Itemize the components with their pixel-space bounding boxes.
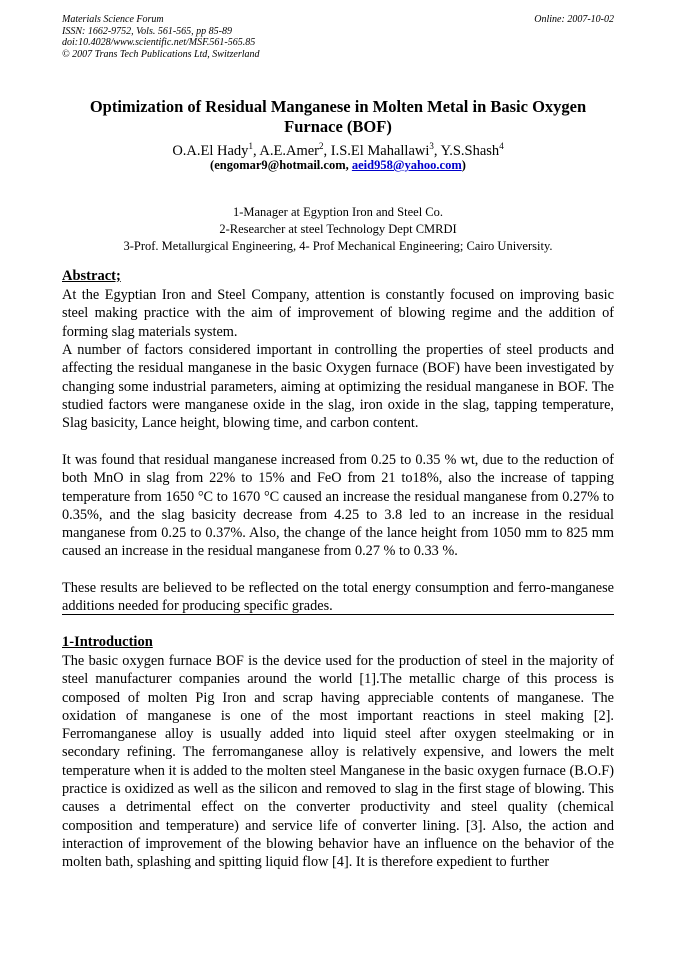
author-name: A.E.Amer xyxy=(259,142,319,159)
introduction-heading: 1-Introduction xyxy=(62,634,153,650)
abstract-paragraph: These results are believed to be reflected on the total energy consumption and ferro-manganese additions needed for producing specific grades. xyxy=(62,580,614,615)
affiliation-line: 1-Manager at Egyption Iron and Steel Co. xyxy=(232,205,444,219)
author-name: I.S.El Mahallawi xyxy=(330,142,430,159)
abstract-heading: Abstract; xyxy=(62,268,121,284)
journal-doi: doi:10.4028/www.scientific.net/MSF.561-565.85 xyxy=(62,37,256,48)
author-affil-mark: 2 xyxy=(318,141,324,151)
section-divider xyxy=(62,614,614,615)
abstract-paragraph: At the Egyptian Iron and Steel Company, attention is constantly focused on improving basic steel making practice with the aim of improvement of blowing regime and the addition of forming slag materials system. xyxy=(62,287,614,340)
journal-name: Materials Science Forum xyxy=(62,14,164,25)
author-name: Y.S.Shash xyxy=(440,142,500,159)
paper-title: Optimization of Residual Manganese in Molten Metal in Basic Oxygen Furnace (BOF) xyxy=(89,97,587,136)
contact-emails: (engomar9@hotmail.com, aeid958@yahoo.com) xyxy=(210,158,466,172)
abstract-paragraph: It was found that residual manganese increased from 0.25 to 0.35 % wt, due to the reduction of both MnO in slag from 22% to 15% and FeO from 21 to18%, also the increase of tapping temperature from 1650 °C to 1670 °C caused an increase the residual manganese from 0.27% to 0.35%, and the slag basicity decrease from 4.25 to 3.8 led to an increase in the residual manganese from 0.25 to 0.37%. Also, the change of the lance height from 1050 mm to 825 mm caused an increase in the residual manganese from 0.27 % to 0.33 %. xyxy=(62,452,614,560)
author-name: O.A.El Hady xyxy=(172,142,249,159)
affiliation-line: 3-Prof. Metallurgical Engineering, 4- Prof Mechanical Engineering; Cairo University. xyxy=(123,239,553,253)
author-affil-mark: 1 xyxy=(248,141,253,151)
abstract-paragraph: A number of factors considered important in controlling the properties of steel products and affecting the residual manganese in the basic Oxygen furnace (BOF) have been investigated by changing some industrial parameters, aiming at optimizing the residual manganese in BOF. The studied factors were manganese oxide in the slag, iron oxide in the slag, tapping temperature, Slag basicity, Lance height, blowing time, and carbon content. xyxy=(62,342,614,432)
author-affil-mark: 3 xyxy=(429,141,434,151)
journal-issn: ISSN: 1662-9752, Vols. 561-565, pp 85-89 xyxy=(62,25,232,37)
affiliations xyxy=(62,204,614,255)
journal-info xyxy=(62,14,260,60)
author-list: O.A.El Hady$^1$, A.E.Amer$^2$, I.S.El Mahallawi$^3$, Y.S.Shash$^4$ xyxy=(172,141,504,159)
author-affil-mark: 4 xyxy=(499,141,504,151)
email-text: engomar9@hotmail.com xyxy=(214,158,346,172)
introduction-paragraph: The basic oxygen furnace BOF is the device used for the production of steel in the majority of steel manufacturer companies around the world [1].The metallic charge of this process is composed of molten Pig Iron and scrap having appreciable contents of manganese. The oxidation of manganese is one of the most important reactions in steel making [2]. Ferromanganese alloy is usually added into liquid steel after oxygen steelmaking or in secondary refining. The ferromanganese alloy is relatively expensive, and lowers the melt temperature when it is added to the molten steel Manganese in the basic oxygen furnace (B.O.F) practice is oxidized as well as the silicon and removed to slag in the first stage of blowing. This causes a detrimental effect on the converter productivity and steel quality (chemical composition and temperature) and service life of converter lining. [3]. Also, the action and interaction of improvement of the blowing behavior have an influence on the behavior of the molten bath, splashing and spitting liquid flow [4]. It is therefore expedient to further xyxy=(62,653,614,871)
journal-copyright: © 2007 Trans Tech Publications Ltd, Switzerland xyxy=(62,48,260,60)
affiliation-line: 2-Researcher at steel Technology Dept CMRDI xyxy=(219,222,457,236)
email-link[interactable]: aeid958@yahoo.com xyxy=(351,158,462,172)
online-date: Online: 2007-10-02 xyxy=(534,14,614,25)
